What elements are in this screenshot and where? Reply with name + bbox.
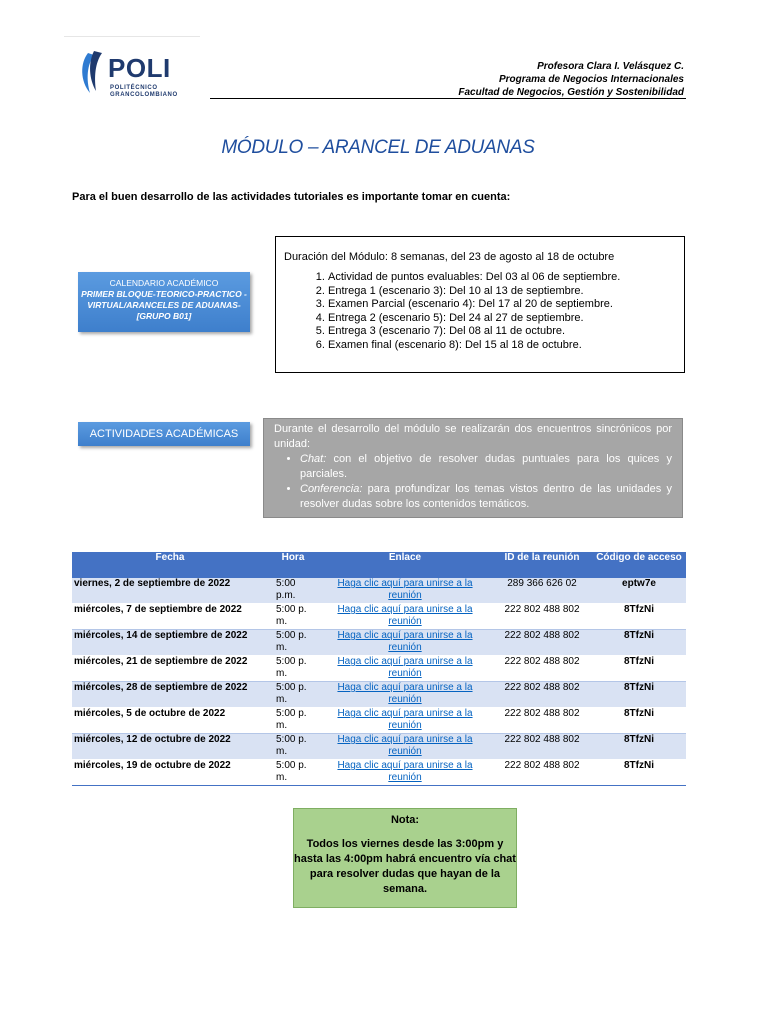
cell-fecha: miércoles, 7 de septiembre de 2022 [72,604,268,630]
cell-hora: 5:00 p. m. [268,708,318,734]
deliverable-item: 1. Actividad de puntos evaluables: Del 03 al 06 de septiembre. [328,271,620,285]
activity-chat-label: Chat: [300,453,327,465]
cell-fecha: miércoles, 12 de octubre de 2022 [72,734,268,760]
schedule-table [72,552,686,786]
cell-codigo: 8TfzNi [592,630,686,656]
header-enlace: Enlace [318,552,492,578]
cell-enlace [318,708,492,734]
cell-codigo: 8TfzNi [592,604,686,630]
duration-box [275,236,685,373]
cell-codigo: eptw7e [592,578,686,604]
cell-enlace [318,578,492,604]
join-meeting-link[interactable]: Haga clic aquí para unirse a la reunión [337,630,473,653]
cell-hora: 5:00 p. m. [268,682,318,708]
header-program: Programa de Negocios Internacionales [498,74,684,85]
cell-id: 222 802 488 802 [492,734,592,760]
logo-sub-2: GRANCOLOMBIANO [110,92,178,98]
activity-chat [300,452,672,482]
table-row [72,578,686,604]
cell-enlace [318,682,492,708]
header-professor: Profesora Clara I. Velásquez C. [537,61,684,72]
header-divider [210,98,686,99]
join-meeting-link[interactable]: Haga clic aquí para unirse a la reunión [337,604,473,627]
join-meeting-link[interactable]: Haga clic aquí para unirse a la reunión [337,656,473,679]
cell-hora: 5:00 p. m. [268,760,318,786]
cell-enlace [318,734,492,760]
logo-brand: POLI [108,53,171,83]
intro-text: Para el buen desarrollo de las actividades tutoriales es importante tomar en cuenta: [72,191,511,203]
cell-codigo: 8TfzNi [592,656,686,682]
join-meeting-link[interactable]: Haga clic aquí para unirse a la reunión [337,760,473,783]
note-title: Nota: [390,814,420,826]
cell-fecha: miércoles, 19 de octubre de 2022 [72,760,268,786]
cell-hora: 5:00 p. m. [268,604,318,630]
table-row [72,708,686,734]
deliverable-item: 4. Entrega 2 (escenario 5): Del 24 al 27 de septiembre. [328,312,620,326]
cell-fecha: viernes, 2 de septiembre de 2022 [72,578,268,604]
header-hora: Hora [268,552,318,578]
deliverable-item: 3. Examen Parcial (escenario 4): Del 17 al 20 de septiembre. [328,298,620,312]
cell-enlace [318,604,492,630]
deliverables-list [304,271,620,352]
cell-enlace [318,760,492,786]
cell-hora: 5:00 p. m. [268,630,318,656]
table-row [72,734,686,760]
calendar-badge [78,272,250,332]
deliverable-item: 6. Examen final (escenario 8): Del 15 al 18 de octubre. [328,339,620,353]
table-header-row [72,552,686,578]
activities-badge: ACTIVIDADES ACADÉMICAS [78,422,250,446]
join-meeting-link[interactable]: Haga clic aquí para unirse a la reunión [337,682,473,705]
calendar-badge-title: CALENDARIO ACADÉMICO [109,278,219,288]
cell-enlace [318,630,492,656]
join-meeting-link[interactable]: Haga clic aquí para unirse a la reunión [337,734,473,757]
cell-fecha: miércoles, 21 de septiembre de 2022 [72,656,268,682]
duration-text: Duración del Módulo: 8 semanas, del 23 de agosto al 18 de octubre [284,251,615,263]
deliverable-item: 5. Entrega 3 (escenario 7): Del 08 al 11 de octubre. [328,325,620,339]
poli-logo [64,36,200,107]
cell-id: 289 366 626 02 [492,578,592,604]
note-box [293,808,517,908]
cell-codigo: 8TfzNi [592,682,686,708]
activities-list [274,452,672,512]
table-row [72,760,686,786]
activity-conference-text: para profundizar los temas vistos dentro de las unidades y resolver dudas sobre los contenidos temáticos. [300,483,672,510]
header-codigo: Código de acceso [592,552,686,578]
cell-fecha: miércoles, 14 de septiembre de 2022 [72,630,268,656]
cell-id: 222 802 488 802 [492,708,592,734]
page-title: MÓDULO – ARANCEL DE ADUANAS [221,137,535,158]
header-faculty: Facultad de Negocios, Gestión y Sostenibilidad [458,87,684,98]
table-row [72,630,686,656]
poli-emblem-icon [78,49,108,95]
cell-id: 222 802 488 802 [492,630,592,656]
cell-id: 222 802 488 802 [492,604,592,630]
cell-fecha: miércoles, 28 de septiembre de 2022 [72,682,268,708]
header-id: ID de la reunión [492,552,592,578]
cell-id: 222 802 488 802 [492,656,592,682]
deliverable-item: 2. Entrega 1 (escenario 3): Del 10 al 13 de septiembre. [328,285,620,299]
cell-id: 222 802 488 802 [492,760,592,786]
cell-codigo: 8TfzNi [592,708,686,734]
cell-codigo: 8TfzNi [592,734,686,760]
table-row [72,604,686,630]
activity-chat-text: con el objetivo de resolver dudas puntuales para los quices y parciales. [300,453,672,480]
header-fecha: Fecha [72,552,268,578]
cell-enlace [318,656,492,682]
cell-hora: 5:00 p. m. [268,656,318,682]
cell-hora: 5:00 p. m. [268,734,318,760]
table-row [72,656,686,682]
cell-id: 222 802 488 802 [492,682,592,708]
join-meeting-link[interactable]: Haga clic aquí para unirse a la reunión [337,708,473,731]
calendar-badge-subtitle: PRIMER BLOQUE-TEORICO-PRACTICO - VIRTUAL/ARANCELES DE ADUANAS-[GRUPO B01] [81,289,247,321]
cell-codigo: 8TfzNi [592,760,686,786]
logo-sub-1: POLITÉCNICO [110,85,158,91]
activity-conference-label: Conferencia: [300,483,363,495]
join-meeting-link[interactable]: Haga clic aquí para unirse a la reunión [337,578,473,601]
table-row [72,682,686,708]
cell-fecha: miércoles, 5 de octubre de 2022 [72,708,268,734]
note-body: Todos los viernes desde las 3:00pm y hasta las 4:00pm habrá encuentro vía chat para resolver dudas que hayan de la semana. [294,838,516,895]
activity-conference [300,482,672,512]
activities-intro: Durante el desarrollo del módulo se realizarán dos encuentros sincrónicos por unidad: [274,423,672,450]
activities-box [263,418,683,518]
header-info [458,60,684,99]
cell-hora: 5:00 p.m. [268,578,318,604]
